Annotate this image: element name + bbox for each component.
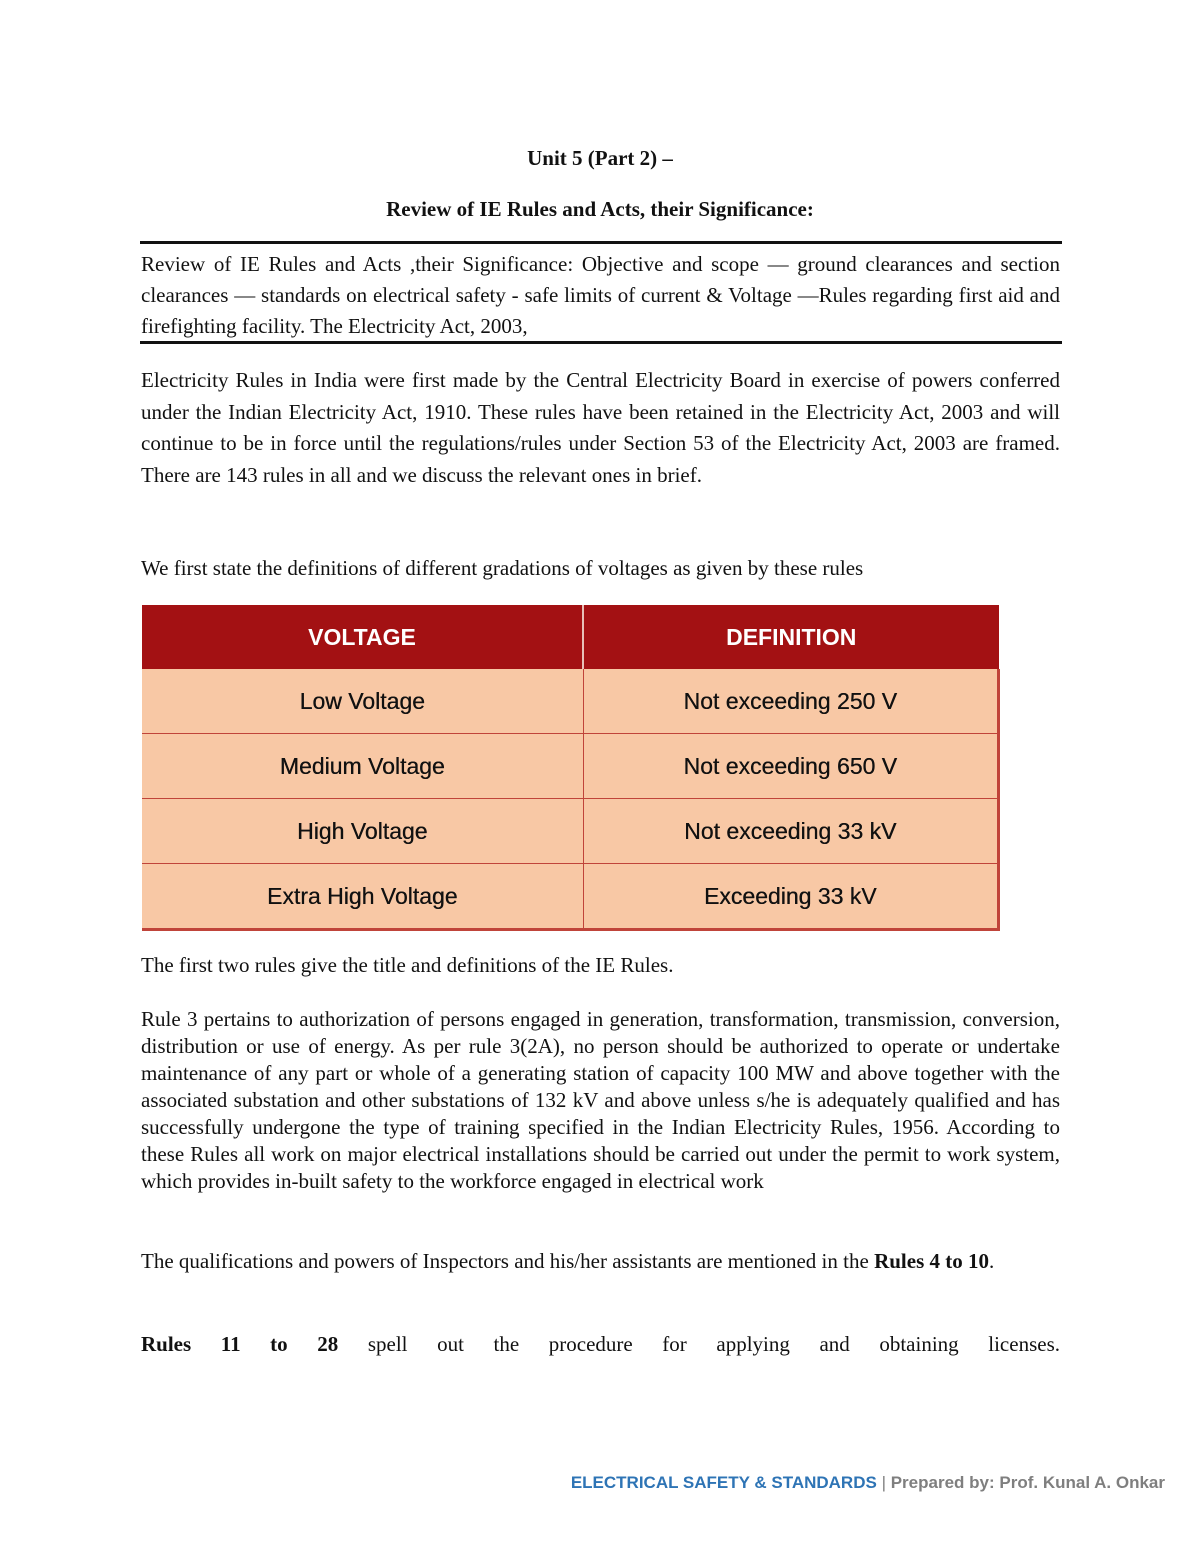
licenses-text: spell out the procedure for applying and obtaining licenses. xyxy=(338,1332,1060,1356)
footer-separator: | xyxy=(876,1473,891,1492)
definition-cell: Not exceeding 33 kV xyxy=(583,799,999,864)
inspectors-text: The qualifications and powers of Inspectors and his/her assistants are mentioned in the xyxy=(141,1249,875,1273)
top-divider xyxy=(140,241,1062,244)
section-title: Review of IE Rules and Acts, their Significance: xyxy=(386,197,814,221)
definition-cell: Exceeding 33 kV xyxy=(583,864,999,930)
inspectors-end: . xyxy=(988,1249,995,1273)
gradation-intro: We first state the definitions of different gradations of voltages as given by these rules xyxy=(141,556,864,580)
footer-author: Prepared by: Prof. Kunal A. Onkar xyxy=(890,1473,1165,1492)
definition-cell: Not exceeding 650 V xyxy=(583,734,999,799)
bottom-divider xyxy=(140,341,1062,344)
definition-cell: Not exceeding 250 V xyxy=(583,669,999,734)
rule3-paragraph: Rule 3 pertains to authorization of persons engaged in generation, transformation, transmission, conversion, distribution or use of energy. As per rule 3(2A), no person should be authorized to operate or undertake maintenance of any part or whole of a generating station of capacity 100 MW and above together with the associated substation and other substations of 132 kV and above unless s/he is adequately qualified and has successfully undergone the type of training specified in the Indian Electricity Rules, 1956. According to these Rules all work on major electrical installations should be carried out under the permit to work system, which provides in-built safety to the workforce engaged in electrical work xyxy=(141,1007,1060,1193)
rules-11-28-ref: Rules 11 to 28 xyxy=(141,1332,339,1356)
header-definition: DEFINITION xyxy=(583,605,999,669)
table-header-row xyxy=(142,605,999,669)
voltage-cell: Low Voltage xyxy=(142,669,583,734)
inspectors-paragraph xyxy=(141,1248,1060,1275)
voltage-cell: Medium Voltage xyxy=(142,734,583,799)
first-two-rules-paragraph: The first two rules give the title and definitions of the IE Rules. xyxy=(141,953,674,977)
table-row xyxy=(142,799,999,864)
unit-heading: Unit 5 (Part 2) – xyxy=(527,146,673,170)
table-row xyxy=(142,864,999,930)
table-row xyxy=(142,669,999,734)
table-row xyxy=(142,734,999,799)
voltage-cell: Extra High Voltage xyxy=(142,864,583,930)
voltage-cell: High Voltage xyxy=(142,799,583,864)
licenses-paragraph xyxy=(141,1329,1060,1359)
page-footer xyxy=(571,1473,1165,1493)
rules-4-10-ref: Rules 4 to 10 xyxy=(874,1249,989,1273)
scope-summary: Review of IE Rules and Acts ,their Significance: Objective and scope — ground clearances and section clearances — standards on electrical safety - safe limits of current & Voltage —Rules regarding first aid and firefighting facility. The Electricity Act, 2003, xyxy=(141,252,1060,338)
header-voltage: VOLTAGE xyxy=(142,605,583,669)
intro-paragraph: Electricity Rules in India were first made by the Central Electricity Board in exercise of powers conferred under the Indian Electricity Act, 1910. These rules have been retained in the Electricity Act, 2003 and will continue to be in force until the regulations/rules under Section 53 of the Electricity Act, 2003 are framed. There are 143 rules in all and we discuss the relevant ones in brief. xyxy=(141,368,1060,487)
voltage-table xyxy=(142,605,1000,931)
footer-course: ELECTRICAL SAFETY & STANDARDS xyxy=(570,1473,877,1492)
